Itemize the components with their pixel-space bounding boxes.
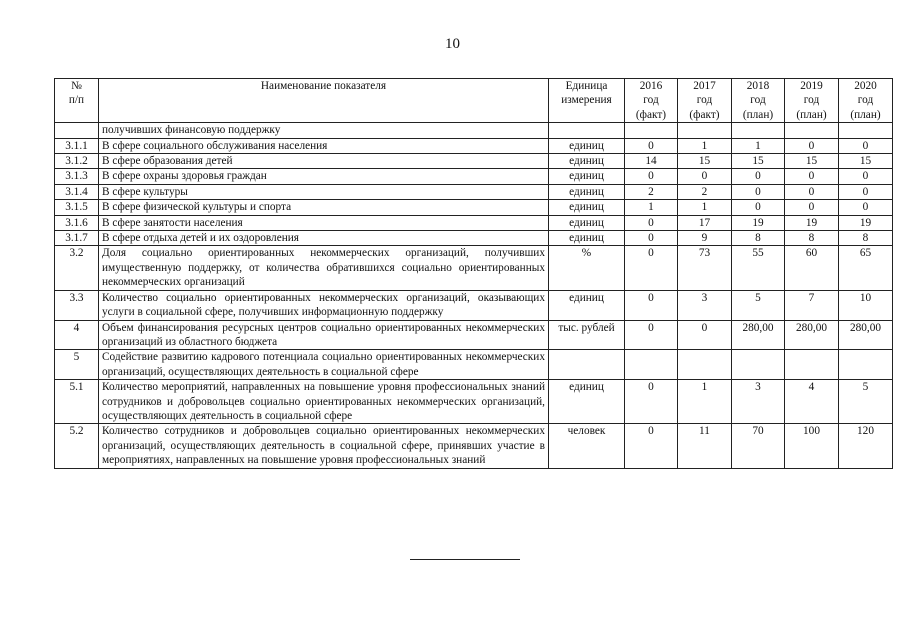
row-name: В сфере культуры xyxy=(99,184,549,199)
row-name: В сфере отдыха детей и их оздоровления xyxy=(99,231,549,246)
row-value-2018: 55 xyxy=(732,246,785,290)
row-value-2020: 0 xyxy=(839,200,893,215)
row-unit xyxy=(549,123,625,138)
row-unit: единиц xyxy=(549,231,625,246)
table-row xyxy=(55,154,893,169)
row-name: Количество сотрудников и добровольцев социально ориентированных некоммерческих организаций, осуществляющих деятельность в социальной сфере, принявших участие в мероприятиях, направленных на повышение уровня профессиональных знаний xyxy=(99,424,549,468)
row-unit: тыс. рублей xyxy=(549,320,625,350)
row-number: 3.1.1 xyxy=(55,138,99,153)
header-year-kind: (план) xyxy=(796,108,827,121)
row-value-2019: 280,00 xyxy=(785,320,839,350)
header-year-sub: год xyxy=(750,94,766,107)
row-value-2019: 4 xyxy=(785,380,839,424)
row-unit: человек xyxy=(549,424,625,468)
indicators-table xyxy=(54,78,893,469)
row-unit xyxy=(549,350,625,380)
row-name: В сфере социального обслуживания населения xyxy=(99,138,549,153)
row-value-2016: 14 xyxy=(625,154,678,169)
row-value-2018: 0 xyxy=(732,184,785,199)
table-row xyxy=(55,215,893,230)
row-value-2020 xyxy=(839,123,893,138)
row-value-2018: 280,00 xyxy=(732,320,785,350)
header-year xyxy=(785,79,839,123)
table-row xyxy=(55,200,893,215)
row-value-2019: 19 xyxy=(785,215,839,230)
row-unit: единиц xyxy=(549,169,625,184)
row-value-2017: 3 xyxy=(678,290,732,320)
row-value-2019: 0 xyxy=(785,169,839,184)
row-value-2017: 1 xyxy=(678,200,732,215)
row-name: Объем финансирования ресурсных центров социально ориентированных некоммерческих организаций из областного бюджета xyxy=(99,320,549,350)
row-number: 3.1.4 xyxy=(55,184,99,199)
row-value-2016: 0 xyxy=(625,380,678,424)
header-year-sub: год xyxy=(857,94,874,107)
header-year-label: 2020 xyxy=(854,80,877,92)
table-row xyxy=(55,246,893,290)
row-unit: % xyxy=(549,246,625,290)
row-unit: единиц xyxy=(549,154,625,169)
row-value-2019: 15 xyxy=(785,154,839,169)
header-name: Наименование показателя xyxy=(99,79,549,123)
header-year xyxy=(732,79,785,123)
row-unit: единиц xyxy=(549,380,625,424)
row-name: Доля социально ориентированных некоммерческих организаций, получивших имущественную поддержку, от количества обратившихся социально ориентированных некоммерческих организаций xyxy=(99,246,549,290)
row-name: В сфере физической культуры и спорта xyxy=(99,200,549,215)
header-year xyxy=(678,79,732,123)
row-value-2020: 0 xyxy=(839,169,893,184)
table-row xyxy=(55,320,893,350)
row-name: В сфере охраны здоровья граждан xyxy=(99,169,549,184)
row-number xyxy=(55,123,99,138)
row-name: Количество мероприятий, направленных на повышение уровня профессиональных знаний сотрудников и добровольцев социально ориентированных некоммерческих организаций, осуществляющих деятельность в социальной сфере xyxy=(99,380,549,424)
header-year-kind: (план) xyxy=(850,108,881,121)
row-value-2017 xyxy=(678,123,732,138)
row-value-2017: 1 xyxy=(678,380,732,424)
row-value-2018: 70 xyxy=(732,424,785,468)
row-value-2019: 0 xyxy=(785,184,839,199)
row-number: 3.1.3 xyxy=(55,169,99,184)
row-value-2017: 0 xyxy=(678,320,732,350)
row-number: 5.1 xyxy=(55,380,99,424)
row-value-2016 xyxy=(625,123,678,138)
row-number: 3.1.5 xyxy=(55,200,99,215)
table-row xyxy=(55,231,893,246)
header-year-sub: год xyxy=(696,94,713,107)
row-value-2017: 15 xyxy=(678,154,732,169)
table-row xyxy=(55,184,893,199)
row-value-2018: 1 xyxy=(732,138,785,153)
row-value-2016: 1 xyxy=(625,200,678,215)
header-year-kind: (план) xyxy=(742,108,774,121)
row-value-2019 xyxy=(785,350,839,380)
row-value-2020: 8 xyxy=(839,231,893,246)
header-year-label: 2019 xyxy=(800,80,823,92)
row-value-2019: 0 xyxy=(785,200,839,215)
row-value-2020: 0 xyxy=(839,184,893,199)
row-value-2019: 8 xyxy=(785,231,839,246)
row-value-2019 xyxy=(785,123,839,138)
row-value-2016: 0 xyxy=(625,231,678,246)
header-year-label: 2018 xyxy=(746,80,770,92)
row-value-2016: 0 xyxy=(625,215,678,230)
header-year-sub: год xyxy=(643,94,659,107)
row-value-2016: 0 xyxy=(625,138,678,153)
row-value-2018: 8 xyxy=(732,231,785,246)
row-value-2020: 5 xyxy=(839,380,893,424)
row-value-2018: 15 xyxy=(732,154,785,169)
row-number: 3.1.2 xyxy=(55,154,99,169)
row-number: 5 xyxy=(55,350,99,380)
row-value-2017: 11 xyxy=(678,424,732,468)
row-value-2020 xyxy=(839,350,893,380)
table-row xyxy=(55,290,893,320)
row-value-2016: 0 xyxy=(625,246,678,290)
row-value-2016: 0 xyxy=(625,290,678,320)
footer-divider xyxy=(410,559,520,560)
row-name: Количество социально ориентированных некоммерческих организаций, оказывающих услуги в социальной сфере, получивших информационную поддержку xyxy=(99,290,549,320)
row-unit: единиц xyxy=(549,215,625,230)
page-number: 10 xyxy=(445,36,460,52)
row-value-2018: 19 xyxy=(732,215,785,230)
header-unit: Единица измерения xyxy=(549,79,625,123)
row-value-2018: 0 xyxy=(732,200,785,215)
row-value-2018: 5 xyxy=(732,290,785,320)
table-header-row xyxy=(55,79,893,123)
row-value-2020: 15 xyxy=(839,154,893,169)
header-year xyxy=(839,79,893,123)
row-name: В сфере образования детей xyxy=(99,154,549,169)
table-row xyxy=(55,424,893,468)
row-value-2020: 10 xyxy=(839,290,893,320)
table-body xyxy=(55,123,893,468)
row-value-2019: 0 xyxy=(785,138,839,153)
row-value-2019: 60 xyxy=(785,246,839,290)
row-unit: единиц xyxy=(549,200,625,215)
row-value-2018 xyxy=(732,350,785,380)
header-year-kind: (факт) xyxy=(635,108,667,121)
table-row xyxy=(55,169,893,184)
row-unit: единиц xyxy=(549,184,625,199)
row-value-2016: 0 xyxy=(625,424,678,468)
header-year xyxy=(625,79,678,123)
row-value-2017: 9 xyxy=(678,231,732,246)
row-value-2016 xyxy=(625,350,678,380)
row-number: 3.2 xyxy=(55,246,99,290)
row-value-2017 xyxy=(678,350,732,380)
row-value-2017: 2 xyxy=(678,184,732,199)
table-row xyxy=(55,380,893,424)
row-unit: единиц xyxy=(549,138,625,153)
row-value-2016: 0 xyxy=(625,169,678,184)
table-row xyxy=(55,123,893,138)
row-number: 3.3 xyxy=(55,290,99,320)
row-number: 3.1.7 xyxy=(55,231,99,246)
row-value-2019: 7 xyxy=(785,290,839,320)
row-value-2020: 0 xyxy=(839,138,893,153)
row-value-2020: 19 xyxy=(839,215,893,230)
table-row xyxy=(55,350,893,380)
table-row xyxy=(55,138,893,153)
row-value-2018 xyxy=(732,123,785,138)
row-name: Содействие развитию кадрового потенциала социально ориентированных некоммерческих организаций, осуществляющих деятельность в социальной сфере xyxy=(99,350,549,380)
row-name: получивших финансовую поддержку xyxy=(99,123,549,138)
row-value-2017: 0 xyxy=(678,169,732,184)
row-number: 3.1.6 xyxy=(55,215,99,230)
row-value-2016: 2 xyxy=(625,184,678,199)
row-value-2017: 1 xyxy=(678,138,732,153)
row-value-2017: 17 xyxy=(678,215,732,230)
row-value-2018: 0 xyxy=(732,169,785,184)
row-value-2020: 280,00 xyxy=(839,320,893,350)
header-year-label: 2016 xyxy=(639,80,663,92)
row-value-2019: 100 xyxy=(785,424,839,468)
header-year-label: 2017 xyxy=(693,80,716,92)
row-number: 5.2 xyxy=(55,424,99,468)
row-value-2020: 120 xyxy=(839,424,893,468)
row-value-2016: 0 xyxy=(625,320,678,350)
row-value-2018: 3 xyxy=(732,380,785,424)
row-value-2017: 73 xyxy=(678,246,732,290)
row-value-2020: 65 xyxy=(839,246,893,290)
header-num: № п/п xyxy=(55,79,99,123)
row-unit: единиц xyxy=(549,290,625,320)
row-name: В сфере занятости населения xyxy=(99,215,549,230)
header-year-sub: год xyxy=(803,94,820,107)
row-number: 4 xyxy=(55,320,99,350)
header-year-kind: (факт) xyxy=(689,108,720,121)
